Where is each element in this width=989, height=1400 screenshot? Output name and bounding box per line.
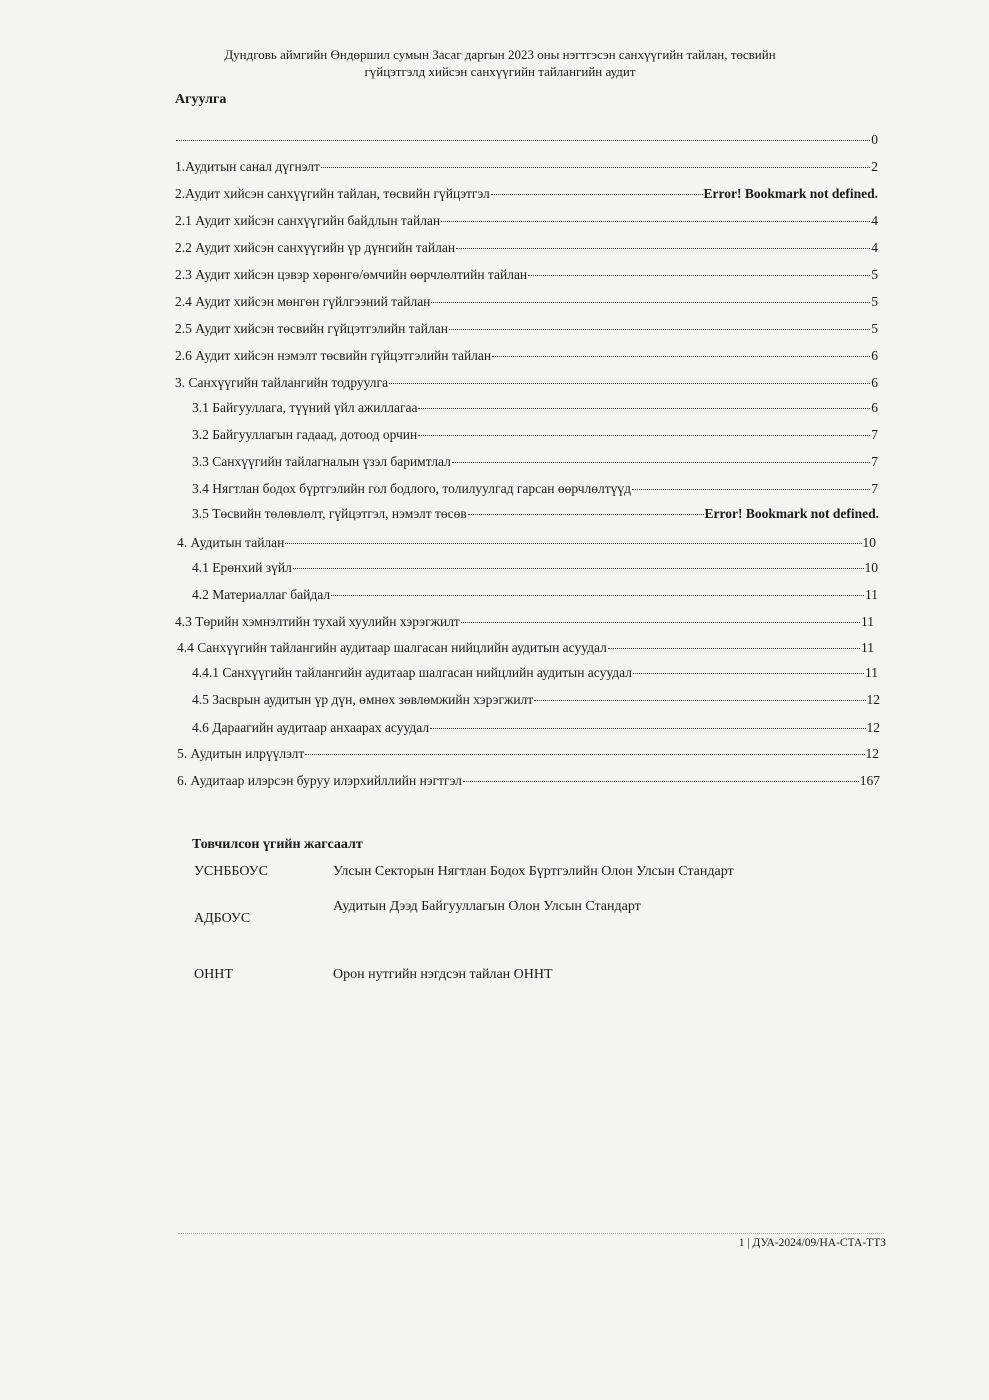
document-code: ДУА-2024/09/НА-СТА-ТТЗ — [752, 1237, 886, 1249]
toc-dot-leader — [431, 290, 870, 303]
toc-entry-title: 2.Аудит хийсэн санхүүгийн тайлан, төсвийн гүйцэтгэл — [175, 186, 490, 201]
toc-entry[interactable] — [177, 639, 874, 657]
toc-title: Агуулга — [175, 92, 227, 107]
toc-dot-leader — [492, 344, 870, 357]
toc-entry-title: 2.5 Аудит хийсэн төсвийн гүйцэтгэлийн тайлан — [175, 321, 448, 336]
toc-entry[interactable] — [175, 347, 878, 365]
toc-page-number: 6 — [871, 400, 878, 415]
toc-entry[interactable] — [177, 772, 880, 790]
toc-entry[interactable] — [192, 719, 880, 737]
toc-entry[interactable] — [175, 158, 878, 176]
toc-entry-title: 4.2 Материаллаг байдал — [192, 587, 331, 602]
toc-entry-title: 4.4.1 Санхүүгийн тайлангийн аудитаар шалгасан нийцлийн аудитын асуудал — [192, 665, 632, 680]
toc-dot-leader — [452, 450, 870, 463]
toc-page-number: 7 — [871, 454, 878, 469]
abbr-meaning: Аудитын Дээд Байгууллагын Олон Улсын Стандарт — [333, 899, 641, 914]
toc-page-number: 4 — [871, 240, 878, 255]
abbr-code: АДБОУС — [194, 911, 251, 926]
toc-dot-leader — [633, 661, 864, 674]
toc-entry[interactable] — [175, 185, 878, 203]
toc-dot-leader — [534, 688, 865, 701]
toc-page-number: 11 — [865, 665, 878, 680]
toc-entry-title: 6. Аудитаар илэрсэн буруу илэрхийллийн нэгтгэл — [177, 773, 462, 788]
toc-entry[interactable] — [175, 239, 878, 257]
toc-page-number: 11 — [865, 587, 878, 602]
toc-entry-title: 3.5 Төсвийн төлөвлөлт, гүйцэтгэл, нэмэлт төсөв — [192, 506, 467, 521]
toc-entry-title: 2.2 Аудит хийсэн санхүүгийн үр дүнгийн тайлан — [175, 240, 456, 255]
toc-entry[interactable] — [175, 293, 878, 311]
toc-entry[interactable] — [175, 212, 878, 230]
toc-entry-title: 5. Аудитын илрүүлэлт — [177, 746, 305, 761]
toc-dot-leader — [528, 263, 870, 276]
toc-dot-leader — [608, 636, 860, 649]
toc-entry-title: 2.3 Аудит хийсэн цэвэр хөрөнгө/өмчийн өөрчлөлтийн тайлан — [175, 267, 528, 282]
toc-entry[interactable] — [192, 559, 878, 577]
abbr-meaning: Орон нутгийн нэгдсэн тайлан ОННТ — [333, 967, 553, 982]
toc-dot-leader — [293, 556, 864, 569]
toc-page-number: 4 — [871, 213, 878, 228]
toc-dot-leader — [389, 371, 870, 384]
toc-page-number: 12 — [866, 692, 880, 707]
toc-page-number: 7 — [871, 427, 878, 442]
toc-page-number: Error! Bookmark not defined. — [703, 186, 878, 201]
toc-entry-title: 3.4 Нягтлан бодох бүртгэлийн гол бодлого, толилуулгад гарсан өөрчлөлтүүд — [192, 481, 632, 496]
toc-entry-title: 2.4 Аудит хийсэн мөнгөн гүйлгээний тайлан — [175, 294, 431, 309]
toc-entry[interactable] — [177, 745, 879, 763]
toc-entry[interactable] — [192, 586, 878, 604]
toc-entry[interactable] — [192, 426, 878, 444]
toc-dot-leader — [441, 209, 870, 222]
toc-page-number: 2 — [871, 159, 878, 174]
toc-dot-leader — [331, 583, 864, 596]
toc-dot-leader — [463, 769, 859, 782]
footer-divider — [178, 1233, 884, 1234]
page-footer — [739, 1237, 886, 1249]
toc-dot-leader — [632, 477, 870, 490]
toc-entry[interactable] — [192, 664, 878, 682]
toc-entry[interactable] — [192, 480, 878, 498]
toc-entry[interactable] — [177, 534, 876, 552]
toc-entry-title: 1.Аудитын санал дүгнэлт — [175, 159, 320, 174]
toc-page-number: 167 — [859, 773, 880, 788]
toc-entry-title: 4.4 Санхүүгийн тайлангийн аудитаар шалгасан нийцлийн аудитын асуудал — [177, 640, 607, 655]
toc-entry-title: 3.3 Санхүүгийн тайлагналын үзэл баримтлал — [192, 454, 451, 469]
toc-dot-leader — [176, 128, 870, 141]
header-line-2: гүйцэтгэлд хийсэн санхүүгийн тайлангийн аудит — [364, 64, 636, 79]
header-line-1: Дундговь аймгийн Өндөршил сумын Засаг даргын 2023 оны нэгтгэсэн санхүүгийн тайлан, төсвийн — [224, 47, 776, 62]
toc-entry[interactable] — [192, 505, 879, 523]
toc-entry-title: 3.2 Байгууллагын гадаад, дотоод орчин — [192, 427, 418, 442]
toc-entry-title: 4.5 Засврын аудитын үр дүн, өмнөх зөвлөмжийн хэрэгжилт — [192, 692, 534, 707]
toc-page-number: 10 — [862, 535, 876, 550]
toc-page-number: 0 — [871, 132, 878, 147]
abbr-meaning: Улсын Секторын Нягтлан Бодох Бүртгэлийн Олон Улсын Стандарт — [333, 864, 734, 879]
toc-page-number: 5 — [871, 294, 878, 309]
toc-entry[interactable] — [192, 453, 878, 471]
toc-entry[interactable] — [192, 399, 878, 417]
toc-page-number: 10 — [864, 560, 878, 575]
toc-entry-title: 3. Санхүүгийн тайлангийн тодруулга — [175, 375, 389, 390]
toc-page-number: 11 — [861, 614, 874, 629]
toc-dot-leader — [468, 502, 704, 515]
toc-page-number: 5 — [871, 267, 878, 282]
toc-entry[interactable] — [192, 691, 880, 709]
toc-page-number: 5 — [871, 321, 878, 336]
toc-entry-title: 4. Аудитын тайлан — [177, 535, 285, 550]
footer-separator: | — [747, 1237, 750, 1249]
abbr-code: ОННТ — [194, 967, 233, 982]
toc-dot-leader — [449, 317, 870, 330]
toc-page-number: 7 — [871, 481, 878, 496]
page-number: 1 — [738, 1237, 745, 1249]
abbr-code: УСНББОУС — [194, 864, 268, 879]
toc-page-number: 6 — [871, 375, 878, 390]
toc-page-number: 12 — [866, 720, 880, 735]
toc-dot-leader — [491, 182, 703, 195]
toc-dot-leader — [321, 155, 870, 168]
toc-dot-leader — [305, 742, 864, 755]
document-header — [150, 46, 850, 80]
toc-entry-title: 4.1 Ерөнхий зүйл — [192, 560, 292, 575]
abbreviations-title: Товчилсон үгийн жагсаалт — [192, 837, 363, 852]
toc-dot-leader — [430, 716, 865, 729]
toc-entry[interactable] — [175, 131, 878, 149]
toc-page-number: 6 — [871, 348, 878, 363]
toc-dot-leader — [418, 396, 870, 409]
toc-entry[interactable] — [175, 266, 878, 284]
toc-page-number: 11 — [861, 640, 874, 655]
toc-dot-leader — [285, 531, 861, 544]
toc-dot-leader — [418, 423, 870, 436]
toc-page-number: 12 — [865, 746, 879, 761]
toc-entry-title: 4.6 Дараагийн аудитаар анхаарах асуудал — [192, 720, 430, 735]
toc-entry-title: 3.1 Байгууллага, түүний үйл ажиллагаа — [192, 400, 418, 415]
toc-entry[interactable] — [175, 320, 878, 338]
toc-dot-leader — [461, 610, 860, 623]
toc-entry-title: 4.3 Төрийн хэмнэлтийн тухай хуулийн хэрэгжилт — [175, 614, 460, 629]
toc-dot-leader — [456, 236, 870, 249]
toc-page-number: Error! Bookmark not defined. — [704, 506, 879, 521]
toc-entry-title: 2.1 Аудит хийсэн санхүүгийн байдлын тайлан — [175, 213, 441, 228]
toc-entry[interactable] — [175, 613, 874, 631]
toc-entry-title: 2.6 Аудит хийсэн нэмэлт төсвийн гүйцэтгэлийн тайлан — [175, 348, 492, 363]
toc-entry[interactable] — [175, 374, 878, 392]
